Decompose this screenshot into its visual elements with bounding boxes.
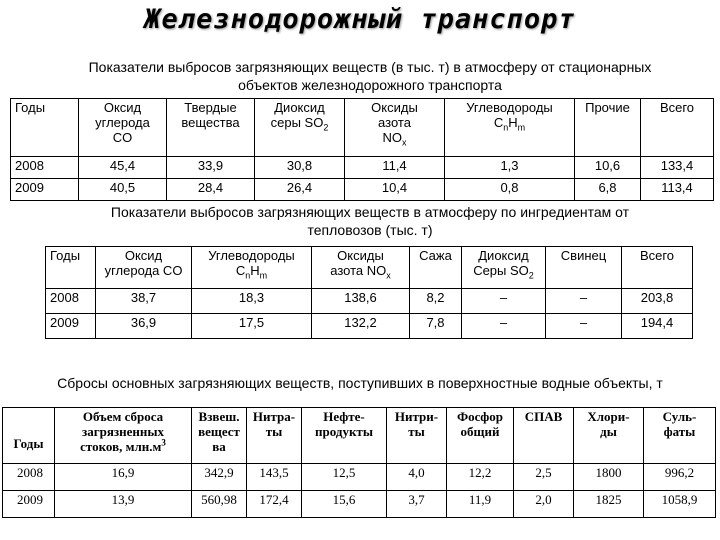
cell-value: 194,4: [622, 314, 693, 339]
cell-value: 33,9: [167, 157, 255, 179]
table-header-row: [3, 408, 716, 464]
cell-value: 28,4: [167, 179, 255, 201]
header-so2: Диоксид Серы $SO_2$: [462, 247, 546, 289]
header-years: Годы: [3, 408, 55, 464]
header-so2: Диоксид серы $SO_2$: [255, 99, 345, 157]
table-header-row: [11, 99, 714, 157]
cell-value: 10,4: [345, 179, 445, 201]
table-row: [3, 491, 716, 518]
cell-value: 10,6: [575, 157, 641, 179]
cell-value: 11,9: [447, 491, 514, 518]
cell-value: 342,9: [192, 464, 247, 491]
header-other: Прочие: [575, 99, 641, 157]
cell-value: 996,2: [644, 464, 716, 491]
cell-value: 3,7: [387, 491, 447, 518]
table-row: [3, 464, 716, 491]
cell-value: 12,5: [302, 464, 387, 491]
header-solids: Твердые вещества: [167, 99, 255, 157]
header-co: Оксид углерода CO: [79, 99, 167, 157]
cell-value: –: [546, 314, 622, 339]
cell-value: 1058,9: [644, 491, 716, 518]
cell-value: 4,0: [387, 464, 447, 491]
cell-value: 17,5: [192, 314, 312, 339]
cell-value: 2,0: [514, 491, 574, 518]
cell-value: 143,5: [247, 464, 302, 491]
header-years: Годы: [46, 247, 96, 289]
cell-value: 203,8: [622, 289, 693, 314]
cell-value: 8,2: [410, 289, 462, 314]
header-nitrates: Нитра- ты: [247, 408, 302, 464]
table-water-discharges: [2, 407, 716, 518]
cell-year: 2008: [46, 289, 96, 314]
cell-value: 1800: [574, 464, 644, 491]
header-sulfates: Суль- фаты: [644, 408, 716, 464]
header-chlorides: Хлори- ды: [574, 408, 644, 464]
header-lead: Свинец: [546, 247, 622, 289]
table-row: [46, 314, 693, 339]
cell-value: 560,98: [192, 491, 247, 518]
header-hydrocarbons: Углеводороды $C_nH_m$: [445, 99, 575, 157]
cell-value: 16,9: [55, 464, 192, 491]
cell-value: 15,6: [302, 491, 387, 518]
header-total: Всего: [641, 99, 714, 157]
header-years: Годы: [11, 99, 79, 157]
cell-value: 2,5: [514, 464, 574, 491]
cell-value: 132,2: [312, 314, 410, 339]
header-nox: Оксиды азота $NO_x$: [345, 99, 445, 157]
cell-value: –: [462, 314, 546, 339]
cell-value: 1,3: [445, 157, 575, 179]
cell-value: 26,4: [255, 179, 345, 201]
cell-value: 172,4: [247, 491, 302, 518]
cell-value: 12,2: [447, 464, 514, 491]
cell-value: 0,8: [445, 179, 575, 201]
table1-caption: Показатели выбросов загрязняющих веществ (в тыс. т) в атмосферу от стационарных объектов железнодорожного транспорта: [88, 59, 652, 93]
cell-value: 30,8: [255, 157, 345, 179]
cell-value: 1825: [574, 491, 644, 518]
cell-value: 133,4: [641, 157, 714, 179]
cell-value: 13,9: [55, 491, 192, 518]
cell-year: 2009: [3, 491, 55, 518]
table-row: [11, 179, 714, 201]
cell-value: –: [462, 289, 546, 314]
cell-year: 2009: [46, 314, 96, 339]
header-volume: Объем сброса загрязненных стоков, $млн.м^3$: [55, 408, 192, 464]
cell-value: 113,4: [641, 179, 714, 201]
cell-value: –: [546, 289, 622, 314]
table-locomotive-emissions: [45, 246, 693, 339]
header-nitrites: Нитри- ты: [387, 408, 447, 464]
table2-caption: Показатели выбросов загрязняющих веществ в атмосферу по ингредиентам от тепловозов (тыс. т): [80, 203, 660, 239]
cell-value: 36,9: [96, 314, 192, 339]
header-suspended: Взвеш. вещест ва: [192, 408, 247, 464]
cell-value: 7,8: [410, 314, 462, 339]
cell-value: 38,7: [96, 289, 192, 314]
table3-caption: Сбросы основных загрязняющих веществ, поступивших в поверхностные водные объекты, т: [57, 375, 663, 391]
cell-value: 40,5: [79, 179, 167, 201]
header-hydrocarbons: Углеводороды $C_nH_m$: [192, 247, 312, 289]
cell-year: 2008: [11, 157, 79, 179]
header-total: Всего: [622, 247, 693, 289]
header-soot: Сажа: [410, 247, 462, 289]
table-stationary-emissions: [10, 98, 714, 201]
table-row: [46, 289, 693, 314]
header-co: Оксид углерода CO: [96, 247, 192, 289]
cell-year: 2009: [11, 179, 79, 201]
header-phosphorus: Фосфор общий: [447, 408, 514, 464]
cell-value: 6,8: [575, 179, 641, 201]
table-header-row: [46, 247, 693, 289]
table-row: [11, 157, 714, 179]
header-nox: Оксиды азота $NO_x$: [312, 247, 410, 289]
cell-year: 2008: [3, 464, 55, 491]
cell-value: 45,4: [79, 157, 167, 179]
page-title: Железнодорожный транспорт: [144, 4, 576, 35]
header-oil-products: Нефте- продукты: [302, 408, 387, 464]
cell-value: 11,4: [345, 157, 445, 179]
cell-value: 138,6: [312, 289, 410, 314]
cell-value: 18,3: [192, 289, 312, 314]
header-spav: СПАВ: [514, 408, 574, 464]
